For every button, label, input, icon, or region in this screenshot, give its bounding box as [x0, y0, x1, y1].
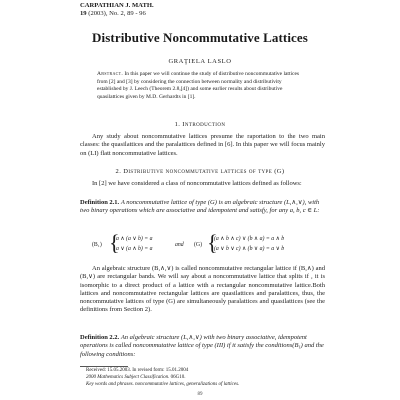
- section-2-intro: In [2] we have considered a class of noncommutative lattices defined as follows:: [92, 180, 302, 187]
- formula-b1-label: (B₁): [92, 242, 102, 248]
- footnote-keywords-label: Key words and phrases.: [86, 382, 134, 387]
- section-1-heading: 1. Introduction: [174, 121, 226, 128]
- formula-g-label: (G): [194, 242, 203, 248]
- formula-g-line1: (a ∧ b ∧ c) ∨ (b ∧ a) = a ∧ b: [214, 236, 285, 242]
- brace-left-icon: {: [109, 230, 120, 255]
- abstract: [97, 71, 307, 101]
- abstract-text: In this paper we will continue the study of distributive noncommutative lattices from [2] and [3] by considering the connection between normality and distributivity established by J. Leech (Theorem 2.8,[4]) and some earlier results about distributive quasilattices given by M.D. Gerhardts in [1].: [97, 71, 300, 100]
- section-1-text: Any study about noncommutative lattices presume the raportation to the two main classes: the quasilattices and the paralattices defined in [6]. In this paper we will focus mainly on (LI) flatt noncommutative lattices.: [80, 133, 325, 157]
- brace-left-icon: {: [207, 230, 218, 255]
- footnote-keywords-text: noncommutative lattices, generalizations of lattices.: [135, 382, 240, 387]
- page-number: 89: [197, 392, 203, 397]
- definition-2-2-text: An algebraic structure (L,∧,∨) with two binary associative, idempotent operations is called noncommutative lattice of type (III) if it satisfy the conditions(B₁) and the following conditions:: [80, 334, 324, 358]
- footnote-rule: [80, 366, 128, 367]
- definition-2-2-label: Definition 2.2.: [80, 334, 120, 341]
- formula-and: and: [175, 242, 184, 248]
- footnote-msc-code: 06G10.: [170, 375, 186, 380]
- paragraph-rectangular-lattice: An algebraic structure (B,∧,∨) is called noncommutative rectangular lattice if (B,∧) and (B,∨) are rectangular bands. We will say about a noncommutative lattice that splits if , it is isomorphic to a direct product of a lattice with a rectangular noncommutative lattice.Both lattices and noncommutative rectangular lattices are quasilattices and paralattices, thus, the noncommutative lattices of type (G) are simultaneously paralattices and quasilattices (see the definitions from Section 2).: [80, 265, 325, 314]
- formula-g-line2: (a ∨ b ∨ c) ∧ (b ∨ a) = a ∨ b: [214, 246, 285, 252]
- footnote-received: Received: 15.05.2003. In revised form: 15.01.2004: [86, 368, 189, 373]
- definition-2-2: [80, 334, 325, 359]
- formula-b1-line1: a ∧ (a ∨ b) = a: [116, 236, 153, 242]
- footnote-msc-label: 2000 Mathematics Subject Classification.: [86, 375, 170, 380]
- paper-title: Distributive Noncommutative Lattices: [92, 30, 308, 45]
- footnote-msc: [86, 375, 185, 382]
- journal-volume-line: [80, 10, 154, 18]
- abstract-label: Abstract.: [97, 71, 124, 77]
- definition-2-1-label: Definition 2.1.: [80, 199, 120, 206]
- footnote-keywords: [86, 382, 239, 389]
- formula-b1-line2: a ∨ (a ∧ b) = a: [116, 246, 153, 252]
- definition-2-1: [80, 199, 325, 216]
- journal-volume: 19: [80, 9, 87, 17]
- section-2-heading: 2. Distributive noncommutative lattices of type (G): [115, 168, 285, 175]
- journal-year-issue-pages: (2003), No. 2, 89 - 96: [88, 9, 146, 17]
- journal-header: [80, 2, 154, 17]
- author-name: GRAŢIELA LASLO: [168, 58, 232, 65]
- definition-2-1-text: A noncommutative lattice of type (G) is an algebraic structure (L,∧,∨), with two binary operations which are associative and idempotent and satisfy, for any a, b, c ∈ L:: [80, 199, 320, 215]
- journal-name: CARPATHIAN J. MATH.: [80, 2, 154, 9]
